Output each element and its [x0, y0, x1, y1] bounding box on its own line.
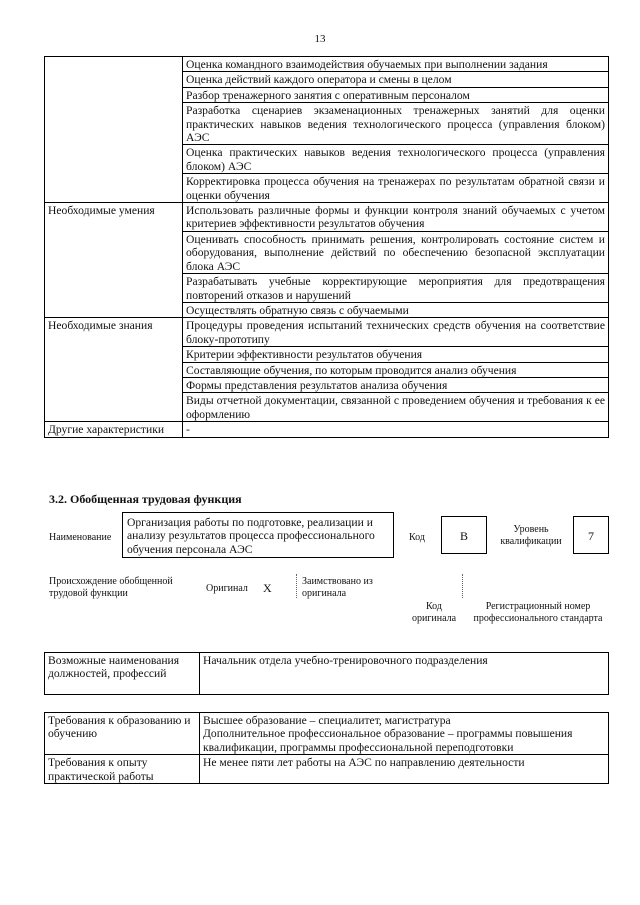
name-label: Наименование: [49, 532, 112, 543]
origin-label: Происхождение обобщенной трудовой функции: [49, 576, 173, 599]
level-value: 7: [588, 529, 594, 543]
code-label: Код: [409, 532, 425, 543]
code-value-box: [441, 516, 487, 554]
table-cell: Процедуры проведения испытаний технических средств обучения на соответствие блоку-прототипу: [183, 318, 609, 347]
education-value: [200, 713, 609, 755]
table-cell: Оценка командного взаимодействия обучаемых при выполнении задания: [183, 57, 609, 72]
table-row: [45, 203, 609, 232]
row-label: [45, 57, 183, 203]
origin-divider: [296, 574, 297, 598]
page-number: 13: [314, 33, 326, 45]
function-name-box: [122, 512, 394, 558]
section-heading: 3.2. Обобщенная трудовая функция: [49, 492, 242, 506]
table-cell: Осуществлять обратную связь с обучаемыми: [183, 302, 609, 317]
education-label: Требования к образованию и обучению: [45, 713, 200, 755]
table-row: [45, 57, 609, 72]
experience-label: Требования к опыту практической работы: [45, 755, 200, 784]
reg-number-label: Регистрационный номер профессионального стандарта: [473, 601, 603, 624]
level-label: Уровень квалификации: [500, 524, 562, 547]
row-label-knowledge: Необходимые знания: [45, 318, 183, 422]
row-label-skills: Необходимые умения: [45, 203, 183, 318]
positions-table: [44, 652, 609, 695]
table-row: [45, 755, 609, 784]
table-cell: Корректировка процесса обучения на тренажерах по результатам обратной связи и оценки обучения: [183, 174, 609, 203]
table-cell: Оценивать способность принимать решения, контролировать состояние систем и оборудования, выполнение действий по обеспечению безопасной эксплуатации блока АЭС: [183, 231, 609, 273]
table-row: [45, 713, 609, 755]
table-cell: Разработка сценариев экзаменационных тренажерных занятий для оценки практических навыков ведения технологического процесса (управления блоком) АЭС: [183, 103, 609, 145]
origin-divider: [462, 574, 463, 598]
original-label: Оригинал: [206, 583, 248, 594]
table-cell: Составляющие обучения, по которым проводится анализ обучения: [183, 362, 609, 377]
table-row: [45, 653, 609, 695]
education-line: Высшее образование – специалитет, магистратура: [203, 714, 451, 727]
table-cell: Разрабатывать учебные корректирующие мероприятия для предотвращения повторений отказов и нарушений: [183, 274, 609, 303]
table-cell: Оценка действий каждого оператора и смены в целом: [183, 72, 609, 87]
table-cell: Использовать различные формы и функции контроля знаний обучаемых с учетом критериев эффективности результатов обучения: [183, 203, 609, 232]
skills-knowledge-table: [44, 56, 609, 438]
positions-value: Начальник отдела учебно-тренировочного подразделения: [200, 653, 609, 695]
table-cell: Виды отчетной документации, связанной с проведением обучения и требования к ее оформлению: [183, 393, 609, 422]
row-label-other: Другие характеристики: [45, 422, 183, 437]
table-row: [45, 318, 609, 347]
code-value: B: [459, 529, 468, 543]
borrowed-label: Заимствовано из оригинала: [302, 576, 373, 599]
table-cell: Оценка практических навыков ведения технологического процесса (управления блоком) АЭС: [183, 145, 609, 174]
positions-label: Возможные наименования должностей, профессий: [45, 653, 200, 695]
table-cell: Разбор тренажерного занятия с оперативным персоналом: [183, 87, 609, 102]
level-value-box: [573, 516, 609, 554]
function-name-value: Организация работы по подготовке, реализации и анализу результатов процесса профессионального обучения персонала АЭС: [127, 516, 375, 556]
table-cell: Формы представления результатов анализа обучения: [183, 377, 609, 392]
experience-value: Не менее пяти лет работы на АЭС по направлению деятельности: [200, 755, 609, 784]
table-cell: Критерии эффективности результатов обучения: [183, 347, 609, 362]
original-mark: X: [263, 581, 272, 595]
table-row: [45, 422, 609, 437]
table-cell: -: [183, 422, 609, 437]
requirements-table: [44, 712, 609, 784]
code-original-label: Код оригинала: [411, 601, 457, 624]
education-line: Дополнительное профессиональное образование – программы повышения квалификации, программы профессиональной переподготовки: [203, 727, 573, 754]
